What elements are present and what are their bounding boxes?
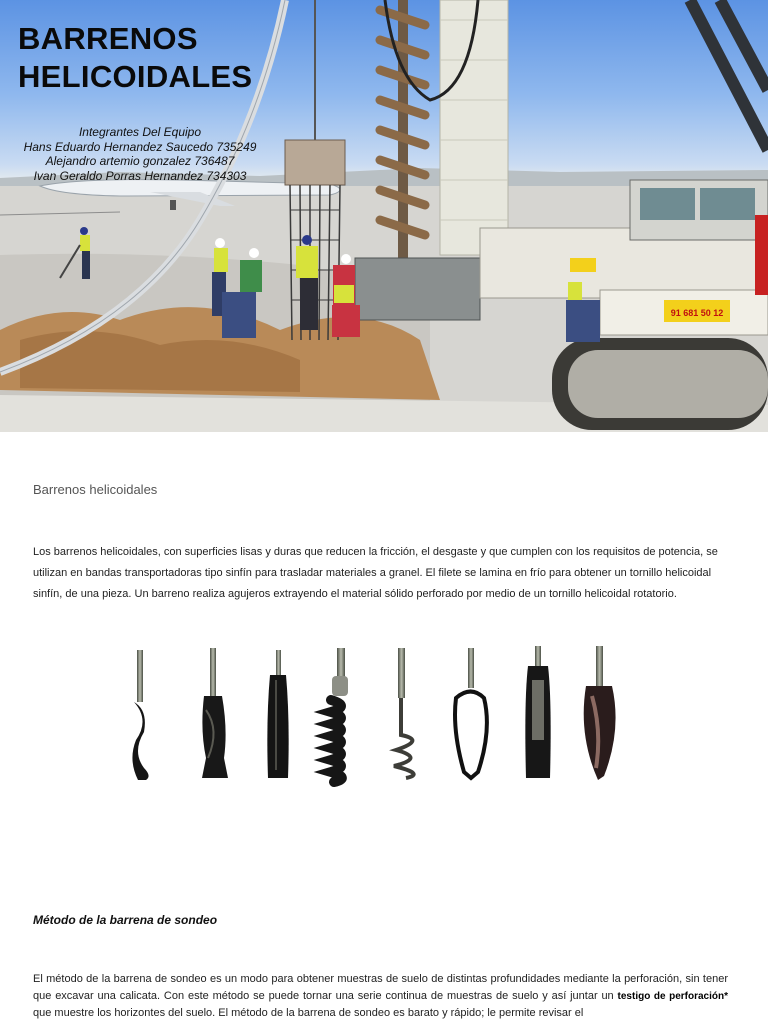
method-text-before: El método de la barrena de sondeo es un modo para obtener muestras de suelo de distintas profundidades mediante la perforación, sin tener que excavar una calicata. Con este método se puede tornar una serie continua de muestras de suelo y así juntar un — [33, 973, 728, 1002]
document-title — [18, 20, 252, 96]
machine-sign-text: 91 681 50 12 — [670, 308, 724, 318]
method-bold-term: testigo de perforación* — [617, 991, 729, 1002]
title-line-1: BARRENOS — [18, 21, 198, 56]
auger-bit-8 — [584, 646, 616, 780]
title-line-2: HELICOIDALES — [18, 59, 253, 94]
drill-mast — [440, 0, 508, 255]
auger-bit-7 — [525, 646, 550, 778]
auger-bit-1 — [132, 650, 148, 780]
team-member: Ivan Geraldo Porras Hernandez 734303 — [33, 168, 247, 183]
auger-bit-3 — [267, 650, 288, 778]
auger-bits-illustration — [126, 640, 634, 798]
auger-bits-image — [126, 640, 634, 798]
team-heading: Integrantes Del Equipo — [78, 125, 202, 139]
section-paragraph: Los barrenos helicoidales, con superficies lisas y duras que reducen la fricción, el desgaste y que cumplen con los requisitos de potencia, se utilizan en bandas transportadoras tipo sinfín para trasladar materiales a granel. El filete se lamina en frío para obtener un tornillo helicoidal sinfín, de una pieza. Un barreno realiza agujeros extrayendo el material sólido perforado por medio de un tornillo helicoidal rotatorio. — [33, 546, 718, 600]
method-paragraph — [33, 971, 728, 1022]
cover-photo — [0, 0, 768, 432]
auger-bit-5 — [394, 648, 414, 778]
auger-bit-4 — [331, 648, 348, 782]
team-member: Alejandro artemio gonzalez 736487 — [45, 154, 235, 168]
method-heading: Método de la barrena de sondeo — [33, 913, 218, 927]
rotary-head — [355, 258, 480, 320]
section-heading: Barrenos helicoidales — [33, 482, 158, 497]
auger-bit-2 — [202, 648, 228, 778]
team-member: Hans Eduardo Hernandez Saucedo 735249 — [23, 139, 257, 154]
team-block — [20, 125, 260, 183]
method-text-after: que muestre los horizontes del suelo. El método de la barrena de sondeo es barato y rápido; le permite revisar el — [33, 1007, 584, 1019]
auger-bit-6 — [455, 648, 487, 778]
